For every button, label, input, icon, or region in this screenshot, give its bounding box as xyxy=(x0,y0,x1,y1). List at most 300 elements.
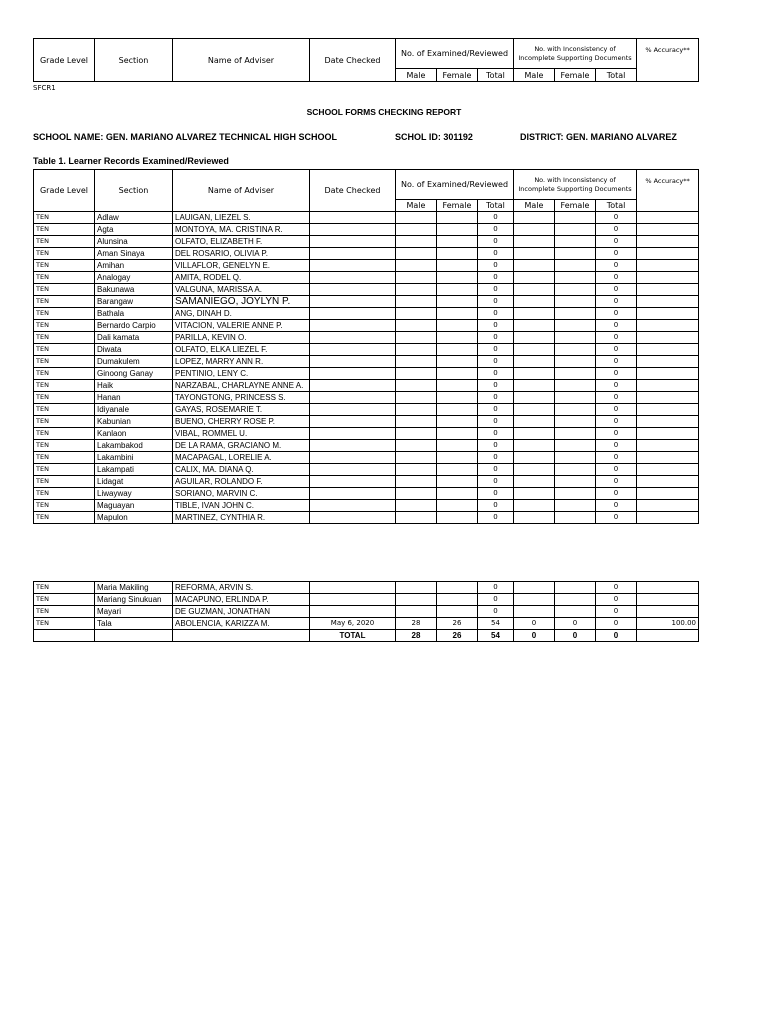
inc-male-cell xyxy=(514,368,555,380)
date-cell xyxy=(310,428,396,440)
inc-male-cell: 0 xyxy=(514,618,555,630)
section-cell: Maguayan xyxy=(95,500,173,512)
table-row xyxy=(34,606,699,618)
inc-total-cell: 0 xyxy=(596,452,637,464)
grade-cell: TEN xyxy=(34,236,95,248)
table-row xyxy=(34,392,699,404)
grade-cell: TEN xyxy=(34,488,95,500)
female-cell: 26 xyxy=(437,618,478,630)
male-cell xyxy=(396,212,437,224)
accuracy-cell xyxy=(637,404,699,416)
section-cell: Adlaw xyxy=(95,212,173,224)
date-cell xyxy=(310,368,396,380)
male-header: Male xyxy=(514,200,555,212)
male-cell xyxy=(396,356,437,368)
top-header-table xyxy=(33,38,699,82)
grade-cell: TEN xyxy=(34,500,95,512)
adviser-cell: MACAPAGAL, LORELIE A. xyxy=(173,452,310,464)
date-cell xyxy=(310,488,396,500)
male-cell xyxy=(396,236,437,248)
accuracy-cell xyxy=(637,248,699,260)
total-cell: 0 xyxy=(478,512,514,524)
total-cell: 0 xyxy=(478,272,514,284)
adviser-cell: BUENO, CHERRY ROSE P. xyxy=(173,416,310,428)
female-cell xyxy=(437,440,478,452)
accuracy-cell xyxy=(637,260,699,272)
inc-male-cell xyxy=(514,428,555,440)
date-cell xyxy=(310,392,396,404)
inc-female-cell xyxy=(555,320,596,332)
adviser-cell: DEL ROSARIO, OLIVIA P. xyxy=(173,248,310,260)
inc-male-cell xyxy=(514,416,555,428)
section-cell: Lidagat xyxy=(95,476,173,488)
totals-empty-cell xyxy=(173,630,310,642)
grade-cell: TEN xyxy=(34,440,95,452)
total-cell: 0 xyxy=(478,380,514,392)
inc-female-cell xyxy=(555,248,596,260)
grade-cell: TEN xyxy=(34,428,95,440)
table-row xyxy=(34,308,699,320)
section-cell: Idiyanale xyxy=(95,404,173,416)
grade-cell: TEN xyxy=(34,512,95,524)
male-cell xyxy=(396,512,437,524)
inc-male-cell xyxy=(514,392,555,404)
female-cell xyxy=(437,284,478,296)
section-cell: Alunsina xyxy=(95,236,173,248)
accuracy-cell xyxy=(637,500,699,512)
table-row xyxy=(34,476,699,488)
accuracy-cell xyxy=(637,428,699,440)
date-cell xyxy=(310,212,396,224)
adviser-cell: DE GUZMAN, JONATHAN xyxy=(173,606,310,618)
inc-total-cell: 0 xyxy=(596,440,637,452)
table-row xyxy=(34,440,699,452)
date-cell xyxy=(310,344,396,356)
inc-male-cell xyxy=(514,452,555,464)
accuracy-cell xyxy=(637,488,699,500)
table-row xyxy=(34,224,699,236)
adviser-header: Name of Adviser xyxy=(173,170,310,212)
inc-male-cell xyxy=(514,594,555,606)
female-cell xyxy=(437,332,478,344)
inc-male-cell xyxy=(514,308,555,320)
section-cell: Aman Sinaya xyxy=(95,248,173,260)
inc-female-cell xyxy=(555,440,596,452)
inc-male-cell xyxy=(514,512,555,524)
adviser-cell: ABOLENCIA, KARIZZA M. xyxy=(173,618,310,630)
table-row xyxy=(34,260,699,272)
date-cell xyxy=(310,248,396,260)
total-cell: 0 xyxy=(478,392,514,404)
inc-total-cell: 0 xyxy=(596,488,637,500)
adviser-cell: MACAPUNO, ERLINDA P. xyxy=(173,594,310,606)
inc-female-cell xyxy=(555,236,596,248)
total-cell: 0 xyxy=(478,416,514,428)
grade-cell: TEN xyxy=(34,260,95,272)
inc-total-cell: 0 xyxy=(596,296,637,308)
total-header: Total xyxy=(478,200,514,212)
female-cell xyxy=(437,380,478,392)
male-cell xyxy=(396,308,437,320)
date-cell xyxy=(310,332,396,344)
adviser-cell: NARZABAL, CHARLAYNE ANNE A. xyxy=(173,380,310,392)
date-cell xyxy=(310,380,396,392)
male-cell xyxy=(396,440,437,452)
date-cell xyxy=(310,236,396,248)
female-cell xyxy=(437,320,478,332)
total-cell: 0 xyxy=(478,260,514,272)
inc-female-cell xyxy=(555,606,596,618)
section-cell: Lakambakod xyxy=(95,440,173,452)
male-cell xyxy=(396,404,437,416)
inc-total-cell: 0 xyxy=(596,260,637,272)
date-cell xyxy=(310,476,396,488)
adviser-cell: AMITA, RODEL Q. xyxy=(173,272,310,284)
inconsistency-header: No. with Inconsistency of Incomplete Supporting Documents xyxy=(514,39,637,69)
learner-records-table-continued xyxy=(33,581,699,642)
adviser-cell: OLFATO, ELKA LIEZEL F. xyxy=(173,344,310,356)
adviser-cell: VITACION, VALERIE ANNE P. xyxy=(173,320,310,332)
district: DISTRICT: GEN. MARIANO ALVAREZ xyxy=(520,132,677,142)
male-cell: 28 xyxy=(396,618,437,630)
male-cell xyxy=(396,500,437,512)
section-header: Section xyxy=(95,39,173,82)
inc-female-cell xyxy=(555,272,596,284)
inc-total-cell: 0 xyxy=(596,236,637,248)
section-cell: Bernardo Carpio xyxy=(95,320,173,332)
learner-records-table xyxy=(33,169,699,524)
female-cell xyxy=(437,428,478,440)
inc-male-cell xyxy=(514,248,555,260)
totals-label: TOTAL xyxy=(310,630,396,642)
table-row xyxy=(34,212,699,224)
male-cell xyxy=(396,392,437,404)
examined-header: No. of Examined/Reviewed xyxy=(396,39,514,69)
section-cell: Tala xyxy=(95,618,173,630)
inc-total-cell: 0 xyxy=(596,368,637,380)
accuracy-cell xyxy=(637,606,699,618)
female-cell xyxy=(437,260,478,272)
inc-female-cell xyxy=(555,332,596,344)
section-cell: Amihan xyxy=(95,260,173,272)
date-cell xyxy=(310,260,396,272)
female-cell xyxy=(437,308,478,320)
inc-total-cell: 0 xyxy=(596,272,637,284)
accuracy-cell xyxy=(637,594,699,606)
date-cell xyxy=(310,284,396,296)
section-cell: Bathala xyxy=(95,308,173,320)
total-cell: 0 xyxy=(478,582,514,594)
inc-total-cell: 0 xyxy=(596,212,637,224)
inc-female-cell xyxy=(555,582,596,594)
grade-cell: TEN xyxy=(34,368,95,380)
inc-total-cell: 0 xyxy=(596,344,637,356)
female-cell xyxy=(437,404,478,416)
date-cell xyxy=(310,464,396,476)
accuracy-cell xyxy=(637,308,699,320)
male-header: Male xyxy=(396,69,437,82)
grade-cell: TEN xyxy=(34,380,95,392)
inc-male-cell xyxy=(514,464,555,476)
school-id: SCHOL ID: 301192 xyxy=(395,132,473,142)
inc-male-cell xyxy=(514,224,555,236)
male-cell xyxy=(396,248,437,260)
table-row xyxy=(34,356,699,368)
inc-male-cell xyxy=(514,320,555,332)
female-cell xyxy=(437,606,478,618)
total-cell: 0 xyxy=(478,236,514,248)
inc-total-cell: 0 xyxy=(596,404,637,416)
accuracy-cell xyxy=(637,272,699,284)
adviser-cell: VIBAL, ROMMEL U. xyxy=(173,428,310,440)
female-cell xyxy=(437,594,478,606)
grade-cell: TEN xyxy=(34,308,95,320)
male-cell xyxy=(396,380,437,392)
examined-header: No. of Examined/Reviewed xyxy=(396,170,514,200)
total-cell: 0 xyxy=(478,440,514,452)
accuracy-cell xyxy=(637,284,699,296)
male-header: Male xyxy=(514,69,555,82)
male-cell xyxy=(396,344,437,356)
date-cell xyxy=(310,512,396,524)
adviser-cell: SAMANIEGO, JOYLYN P. xyxy=(173,296,310,308)
date-cell xyxy=(310,404,396,416)
table-row xyxy=(34,428,699,440)
inc-male-cell xyxy=(514,344,555,356)
inc-total-cell: 0 xyxy=(596,500,637,512)
grade-cell: TEN xyxy=(34,416,95,428)
date-cell xyxy=(310,594,396,606)
accuracy-cell xyxy=(637,224,699,236)
total-cell: 0 xyxy=(478,284,514,296)
female-cell xyxy=(437,224,478,236)
total-header: Total xyxy=(596,200,637,212)
date-cell: May 6, 2020 xyxy=(310,618,396,630)
inc-male-cell xyxy=(514,488,555,500)
inc-female-cell xyxy=(555,452,596,464)
grade-cell: TEN xyxy=(34,464,95,476)
table-row xyxy=(34,344,699,356)
total-header: Total xyxy=(478,69,514,82)
total-cell: 0 xyxy=(478,356,514,368)
total-cell: 0 xyxy=(478,332,514,344)
section-cell: Kanlaon xyxy=(95,428,173,440)
adviser-cell: CALIX, MA. DIANA Q. xyxy=(173,464,310,476)
inc-total-cell: 0 xyxy=(596,332,637,344)
female-cell xyxy=(437,488,478,500)
date-cell xyxy=(310,272,396,284)
inc-male-cell xyxy=(514,380,555,392)
inc-female-cell xyxy=(555,500,596,512)
inc-male-cell xyxy=(514,332,555,344)
accuracy-cell xyxy=(637,332,699,344)
table-row xyxy=(34,416,699,428)
accuracy-header: % Accuracy** xyxy=(637,39,699,82)
inc-total-cell: 0 xyxy=(596,464,637,476)
male-header: Male xyxy=(396,200,437,212)
grade-cell: TEN xyxy=(34,594,95,606)
male-cell xyxy=(396,296,437,308)
male-cell xyxy=(396,476,437,488)
female-cell xyxy=(437,500,478,512)
inc-male-cell xyxy=(514,284,555,296)
male-cell xyxy=(396,452,437,464)
male-cell xyxy=(396,488,437,500)
total-cell: 0 xyxy=(478,296,514,308)
adviser-cell: DE LA RAMA, GRACIANO M. xyxy=(173,440,310,452)
adviser-cell: OLFATO, ELIZABETH F. xyxy=(173,236,310,248)
inc-total-cell: 0 xyxy=(596,594,637,606)
grade-cell: TEN xyxy=(34,296,95,308)
adviser-cell: ANG, DINAH D. xyxy=(173,308,310,320)
male-cell xyxy=(396,260,437,272)
female-cell xyxy=(437,212,478,224)
grade-cell: TEN xyxy=(34,212,95,224)
inc-female-cell xyxy=(555,464,596,476)
total-cell: 0 xyxy=(478,224,514,236)
inc-female-cell xyxy=(555,260,596,272)
accuracy-cell: 100.00 xyxy=(637,618,699,630)
male-cell xyxy=(396,428,437,440)
grade-cell: TEN xyxy=(34,392,95,404)
inc-female-cell xyxy=(555,404,596,416)
accuracy-cell xyxy=(637,368,699,380)
section-cell: Barangaw xyxy=(95,296,173,308)
inc-total-cell: 0 xyxy=(596,606,637,618)
male-cell xyxy=(396,416,437,428)
inc-female-cell xyxy=(555,380,596,392)
grade-cell: TEN xyxy=(34,452,95,464)
male-cell xyxy=(396,332,437,344)
inconsistency-header: No. with Inconsistency of Incomplete Supporting Documents xyxy=(514,170,637,200)
totals-male: 28 xyxy=(396,630,437,642)
female-cell xyxy=(437,476,478,488)
inc-male-cell xyxy=(514,500,555,512)
date-cell xyxy=(310,452,396,464)
grade-cell: TEN xyxy=(34,332,95,344)
total-header: Total xyxy=(596,69,637,82)
grade-cell: TEN xyxy=(34,476,95,488)
adviser-cell: LOPEZ, MARRY ANN R. xyxy=(173,356,310,368)
inc-female-cell xyxy=(555,308,596,320)
female-header: Female xyxy=(555,69,596,82)
female-header: Female xyxy=(437,69,478,82)
adviser-cell: AGUILAR, ROLANDO F. xyxy=(173,476,310,488)
date-cell xyxy=(310,606,396,618)
table-row xyxy=(34,380,699,392)
accuracy-cell xyxy=(637,512,699,524)
inc-female-cell xyxy=(555,512,596,524)
inc-total-cell: 0 xyxy=(596,618,637,630)
section-cell: Kabunian xyxy=(95,416,173,428)
accuracy-cell xyxy=(637,464,699,476)
section-cell: Diwata xyxy=(95,344,173,356)
accuracy-cell xyxy=(637,236,699,248)
inc-male-cell xyxy=(514,260,555,272)
adviser-cell: MARTINEZ, CYNTHIA R. xyxy=(173,512,310,524)
female-cell xyxy=(437,356,478,368)
inc-male-cell xyxy=(514,476,555,488)
female-cell xyxy=(437,512,478,524)
date-cell xyxy=(310,440,396,452)
inc-female-cell xyxy=(555,368,596,380)
totals-female: 26 xyxy=(437,630,478,642)
inc-female-cell xyxy=(555,356,596,368)
inc-male-cell xyxy=(514,296,555,308)
adviser-cell: PARILLA, KEVIN O. xyxy=(173,332,310,344)
male-cell xyxy=(396,272,437,284)
date-cell xyxy=(310,582,396,594)
female-cell xyxy=(437,344,478,356)
accuracy-cell xyxy=(637,380,699,392)
adviser-cell: TIBLE, IVAN JOHN C. xyxy=(173,500,310,512)
female-cell xyxy=(437,416,478,428)
accuracy-cell xyxy=(637,440,699,452)
grade-cell: TEN xyxy=(34,356,95,368)
totals-row xyxy=(34,630,699,642)
total-cell: 0 xyxy=(478,452,514,464)
total-cell: 0 xyxy=(478,594,514,606)
adviser-cell: VALGUNA, MARISSA A. xyxy=(173,284,310,296)
date-cell xyxy=(310,296,396,308)
section-cell: Agta xyxy=(95,224,173,236)
table-row xyxy=(34,236,699,248)
female-header: Female xyxy=(437,200,478,212)
grade-cell: TEN xyxy=(34,272,95,284)
male-cell xyxy=(396,224,437,236)
table-row xyxy=(34,464,699,476)
form-code: SFCR1 xyxy=(33,84,56,92)
female-cell xyxy=(437,392,478,404)
grade-level-header: Grade Level xyxy=(34,170,95,212)
section-cell: Analogay xyxy=(95,272,173,284)
inc-total-cell: 0 xyxy=(596,224,637,236)
section-cell: Bakunawa xyxy=(95,284,173,296)
section-cell: Hanan xyxy=(95,392,173,404)
inc-total-cell: 0 xyxy=(596,308,637,320)
section-cell: Haik xyxy=(95,380,173,392)
table-row xyxy=(34,452,699,464)
inc-male-cell xyxy=(514,440,555,452)
total-cell: 0 xyxy=(478,308,514,320)
table-row xyxy=(34,248,699,260)
grade-cell: TEN xyxy=(34,404,95,416)
date-checked-header: Date Checked xyxy=(310,39,396,82)
inc-total-cell: 0 xyxy=(596,416,637,428)
inc-total-cell: 0 xyxy=(596,476,637,488)
table-row xyxy=(34,332,699,344)
accuracy-cell xyxy=(637,392,699,404)
section-cell: Ginoong Ganay xyxy=(95,368,173,380)
table-row xyxy=(34,594,699,606)
inc-female-cell xyxy=(555,296,596,308)
adviser-cell: MONTOYA, MA. CRISTINA R. xyxy=(173,224,310,236)
table-row xyxy=(34,284,699,296)
grade-cell: TEN xyxy=(34,606,95,618)
section-cell: Lakampati xyxy=(95,464,173,476)
grade-cell: TEN xyxy=(34,224,95,236)
total-cell: 0 xyxy=(478,500,514,512)
total-cell: 0 xyxy=(478,368,514,380)
accuracy-cell xyxy=(637,416,699,428)
section-cell: Mariang Sinukuan xyxy=(95,594,173,606)
male-cell xyxy=(396,368,437,380)
inc-male-cell xyxy=(514,272,555,284)
totals-inc-female: 0 xyxy=(555,630,596,642)
female-cell xyxy=(437,368,478,380)
table-row xyxy=(34,582,699,594)
inc-female-cell xyxy=(555,392,596,404)
